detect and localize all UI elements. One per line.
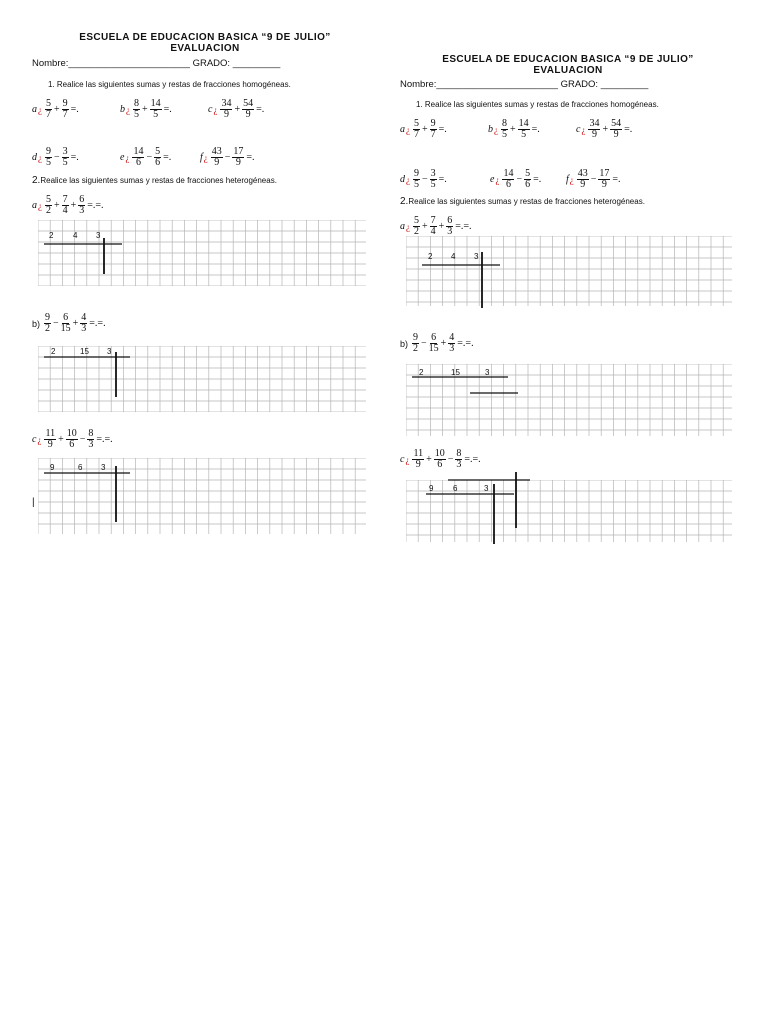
fraction bbox=[66, 429, 78, 450]
fraction bbox=[80, 313, 87, 334]
fraction bbox=[62, 147, 69, 168]
numerator: 54 bbox=[243, 98, 254, 109]
hom-row-2 bbox=[400, 169, 621, 190]
work-number: 4 bbox=[73, 231, 78, 240]
numerator: 3 bbox=[430, 168, 436, 179]
operator: − bbox=[590, 174, 597, 185]
exercise-label: f bbox=[200, 152, 203, 163]
denominator: 5 bbox=[414, 179, 419, 190]
exercise-label: c bbox=[32, 434, 37, 445]
denominator: 9 bbox=[245, 109, 251, 120]
equals: =. bbox=[612, 174, 621, 185]
equals: =.=. bbox=[455, 221, 472, 232]
operator: + bbox=[440, 338, 447, 349]
denominator: 15 bbox=[428, 343, 439, 354]
numerator: 4 bbox=[449, 332, 455, 343]
denominator: 5 bbox=[62, 157, 68, 168]
denominator: 9 bbox=[235, 157, 241, 168]
operator: + bbox=[422, 124, 428, 135]
numerator: 8 bbox=[502, 118, 507, 129]
exercise-label: b) bbox=[400, 338, 409, 349]
fraction bbox=[133, 99, 140, 120]
inverted-question-mark: ¿ bbox=[406, 221, 410, 232]
het-a bbox=[400, 216, 472, 237]
exercise-e bbox=[490, 169, 566, 190]
work-number: 3 bbox=[101, 463, 106, 472]
operator: − bbox=[447, 454, 454, 465]
equals: =. bbox=[438, 174, 447, 185]
numerator: 43 bbox=[211, 146, 222, 157]
denominator: 4 bbox=[430, 226, 436, 237]
division-lines bbox=[40, 350, 135, 400]
exercise-label: b bbox=[120, 104, 125, 115]
hom-row-2 bbox=[32, 147, 255, 168]
numerator: 34 bbox=[221, 98, 232, 109]
denominator: 15 bbox=[60, 323, 71, 334]
exercise-d bbox=[400, 169, 490, 190]
evaluation-title: EVALUACION bbox=[533, 65, 603, 76]
fraction bbox=[598, 169, 610, 190]
equals: =.=. bbox=[87, 200, 104, 211]
equals: =. bbox=[624, 124, 633, 135]
operator: + bbox=[510, 124, 516, 135]
operator: + bbox=[422, 221, 428, 232]
work-number: 2 bbox=[49, 231, 54, 240]
operator: − bbox=[422, 174, 428, 185]
het-c bbox=[400, 449, 481, 470]
exercise-c bbox=[576, 119, 632, 140]
denominator: 2 bbox=[413, 343, 419, 354]
operator: + bbox=[58, 434, 64, 445]
het-exercise-c bbox=[400, 449, 481, 470]
fraction bbox=[610, 119, 622, 140]
numerator: 6 bbox=[79, 194, 85, 205]
fraction bbox=[211, 147, 223, 168]
denominator: 9 bbox=[223, 109, 229, 120]
exercise-label: c bbox=[208, 104, 213, 115]
numerator: 6 bbox=[63, 312, 69, 323]
division-lines bbox=[40, 230, 130, 280]
equals: =. bbox=[533, 174, 542, 185]
fraction bbox=[78, 195, 85, 216]
exercise-label: b) bbox=[32, 318, 41, 329]
fraction bbox=[220, 99, 232, 120]
operator: + bbox=[70, 200, 77, 211]
denominator: 4 bbox=[62, 205, 68, 216]
denominator: 5 bbox=[521, 129, 527, 140]
work-number: 3 bbox=[96, 231, 101, 240]
denominator: 3 bbox=[449, 343, 455, 354]
question-2-number: 2. bbox=[400, 196, 409, 207]
exercise-label: b bbox=[488, 124, 493, 135]
fraction bbox=[412, 333, 419, 354]
work-number: 3 bbox=[485, 368, 490, 377]
operator: − bbox=[421, 338, 427, 349]
fraction bbox=[413, 119, 420, 140]
work-number: 9 bbox=[50, 463, 55, 472]
operator: − bbox=[224, 152, 231, 163]
fraction bbox=[132, 147, 144, 168]
operator: + bbox=[426, 454, 432, 465]
inverted-question-mark: ¿ bbox=[126, 104, 130, 115]
equals: =.=. bbox=[457, 338, 474, 349]
het-a bbox=[32, 195, 104, 216]
equals: =.=. bbox=[96, 434, 113, 445]
exercise-c bbox=[208, 99, 264, 120]
work-number: 15 bbox=[80, 347, 89, 356]
numerator: 9 bbox=[413, 332, 419, 343]
exercise-f bbox=[200, 147, 255, 168]
numerator: 5 bbox=[414, 215, 419, 226]
inverted-question-mark: ¿ bbox=[405, 454, 410, 465]
numerator: 4 bbox=[81, 312, 87, 323]
exercise-f bbox=[566, 169, 621, 190]
denominator: 5 bbox=[46, 157, 51, 168]
fraction bbox=[242, 99, 254, 120]
fraction bbox=[44, 429, 56, 450]
denominator: 3 bbox=[88, 439, 94, 450]
denominator: 5 bbox=[430, 179, 436, 190]
inverted-question-mark: ¿ bbox=[38, 104, 42, 115]
fraction bbox=[45, 195, 52, 216]
operator: + bbox=[72, 318, 79, 329]
fraction bbox=[45, 99, 52, 120]
denominator: 2 bbox=[414, 226, 419, 237]
denominator: 9 bbox=[214, 157, 220, 168]
fraction bbox=[62, 99, 69, 120]
het-b bbox=[400, 333, 474, 354]
numerator: 11 bbox=[45, 428, 56, 439]
inverted-question-mark: ¿ bbox=[38, 152, 42, 163]
denominator: 9 bbox=[580, 179, 586, 190]
denominator: 3 bbox=[81, 323, 87, 334]
name-grade-line: Nombre:_______________________ GRADO: _________ bbox=[32, 58, 281, 69]
numerator: 7 bbox=[430, 215, 436, 226]
operator: − bbox=[54, 152, 60, 163]
exercise-a bbox=[400, 119, 488, 140]
exercise-e bbox=[120, 147, 200, 168]
inverted-question-mark: ¿ bbox=[406, 174, 410, 185]
numerator: 8 bbox=[88, 428, 94, 439]
numerator: 43 bbox=[577, 168, 588, 179]
fraction bbox=[45, 147, 52, 168]
exercise-b bbox=[488, 119, 576, 140]
denominator: 6 bbox=[69, 439, 75, 450]
equals: =. bbox=[70, 104, 79, 115]
inverted-question-mark: ¿ bbox=[213, 104, 218, 115]
denominator: 7 bbox=[430, 129, 436, 140]
denominator: 5 bbox=[502, 129, 507, 140]
work-number: 3 bbox=[474, 252, 479, 261]
numerator: 11 bbox=[413, 448, 424, 459]
denominator: 6 bbox=[437, 459, 443, 470]
numerator: 10 bbox=[434, 448, 445, 459]
equals: =. bbox=[531, 124, 540, 135]
work-number: 2 bbox=[428, 252, 433, 261]
numerator: 8 bbox=[134, 98, 139, 109]
question-2 bbox=[32, 175, 277, 186]
inverted-question-mark: ¿ bbox=[203, 152, 208, 163]
numerator: 5 bbox=[525, 168, 531, 179]
equals: =. bbox=[163, 104, 172, 115]
denominator: 2 bbox=[45, 323, 51, 334]
operator: − bbox=[146, 152, 153, 163]
numerator: 5 bbox=[46, 98, 51, 109]
het-exercise-a bbox=[32, 195, 104, 216]
hom-row-1 bbox=[400, 119, 632, 140]
het-exercise-b bbox=[32, 313, 106, 334]
numerator: 8 bbox=[456, 448, 462, 459]
denominator: 5 bbox=[134, 109, 139, 120]
work-number: 6 bbox=[78, 463, 83, 472]
exercise-label: d bbox=[32, 152, 37, 163]
denominator: 9 bbox=[47, 439, 53, 450]
stray-mark: | bbox=[32, 497, 35, 508]
operator: + bbox=[438, 221, 445, 232]
denominator: 7 bbox=[62, 109, 68, 120]
fraction bbox=[577, 169, 589, 190]
numerator: 34 bbox=[589, 118, 600, 129]
exercise-label: c bbox=[576, 124, 581, 135]
numerator: 9 bbox=[414, 168, 419, 179]
denominator: 7 bbox=[46, 109, 51, 120]
numerator: 14 bbox=[133, 146, 144, 157]
name-grade-line: Nombre:_______________________ GRADO: _________ bbox=[400, 79, 649, 90]
numerator: 9 bbox=[62, 98, 68, 109]
equals: =. bbox=[438, 124, 447, 135]
exercise-label: a bbox=[32, 200, 37, 211]
exercise-label: e bbox=[490, 174, 495, 185]
exercise-label: e bbox=[120, 152, 125, 163]
fraction bbox=[232, 147, 244, 168]
evaluation-title: EVALUACION bbox=[170, 43, 240, 54]
inverted-question-mark: ¿ bbox=[581, 124, 586, 135]
equals: =. bbox=[256, 104, 265, 115]
question-2-number: 2. bbox=[32, 175, 41, 186]
fraction bbox=[518, 119, 530, 140]
numerator: 17 bbox=[599, 168, 610, 179]
question-2-text: Realice las siguientes sumas y restas de fracciones heterogéneas. bbox=[408, 197, 645, 206]
fraction bbox=[501, 119, 508, 140]
operator: + bbox=[234, 104, 241, 115]
numerator: 14 bbox=[518, 118, 529, 129]
fraction bbox=[448, 333, 455, 354]
school-title: ESCUELA DE EDUCACION BASICA “9 DE JULIO” bbox=[442, 54, 694, 65]
fraction bbox=[430, 216, 437, 237]
het-exercise-b bbox=[400, 333, 474, 354]
numerator: 6 bbox=[431, 332, 437, 343]
division-lines bbox=[418, 250, 508, 312]
hom-row-1 bbox=[32, 99, 264, 120]
division-lines bbox=[420, 470, 535, 545]
work-number: 4 bbox=[451, 252, 456, 261]
division-lines bbox=[40, 460, 135, 526]
denominator: 3 bbox=[447, 226, 453, 237]
inverted-question-mark: ¿ bbox=[37, 434, 42, 445]
denominator: 2 bbox=[46, 205, 51, 216]
inverted-question-mark: ¿ bbox=[125, 152, 130, 163]
denominator: 9 bbox=[591, 129, 597, 140]
numerator: 17 bbox=[233, 146, 244, 157]
numerator: 10 bbox=[66, 428, 77, 439]
denominator: 7 bbox=[414, 129, 419, 140]
operator: + bbox=[54, 200, 60, 211]
fraction bbox=[412, 449, 424, 470]
fraction bbox=[588, 119, 600, 140]
denominator: 3 bbox=[79, 205, 85, 216]
work-number: 2 bbox=[419, 368, 424, 377]
operator: + bbox=[54, 104, 60, 115]
fraction bbox=[62, 195, 69, 216]
work-number: 2 bbox=[51, 347, 56, 356]
fraction bbox=[430, 119, 437, 140]
denominator: 9 bbox=[601, 179, 607, 190]
denominator: 5 bbox=[153, 109, 159, 120]
exercise-label: a bbox=[400, 221, 405, 232]
fraction bbox=[455, 449, 462, 470]
numerator: 9 bbox=[46, 146, 51, 157]
division-lines bbox=[408, 370, 523, 400]
work-number: 15 bbox=[451, 368, 460, 377]
numerator: 5 bbox=[155, 146, 161, 157]
fraction bbox=[413, 216, 420, 237]
het-exercise-c bbox=[32, 429, 113, 450]
exercise-b bbox=[120, 99, 208, 120]
equals: =.=. bbox=[89, 318, 106, 329]
work-number: 3 bbox=[107, 347, 112, 356]
exercise-d bbox=[32, 147, 120, 168]
numerator: 14 bbox=[503, 168, 514, 179]
equals: =. bbox=[246, 152, 255, 163]
operator: − bbox=[516, 174, 523, 185]
worksheet-left bbox=[30, 32, 380, 54]
work-number: 3 bbox=[484, 484, 489, 493]
numerator: 5 bbox=[414, 118, 419, 129]
operator: − bbox=[53, 318, 59, 329]
operator: − bbox=[79, 434, 86, 445]
inverted-question-mark: ¿ bbox=[495, 174, 500, 185]
equals: =.=. bbox=[464, 454, 481, 465]
denominator: 9 bbox=[415, 459, 421, 470]
denominator: 6 bbox=[525, 179, 531, 190]
fraction bbox=[430, 169, 437, 190]
denominator: 6 bbox=[155, 157, 161, 168]
fraction bbox=[44, 313, 51, 334]
operator: + bbox=[602, 124, 609, 135]
school-title: ESCUELA DE EDUCACION BASICA “9 DE JULIO” bbox=[79, 32, 331, 43]
fraction bbox=[61, 313, 71, 334]
fraction bbox=[87, 429, 94, 450]
fraction bbox=[429, 333, 439, 354]
het-b bbox=[32, 313, 106, 334]
exercise-label: d bbox=[400, 174, 405, 185]
inverted-question-mark: ¿ bbox=[406, 124, 410, 135]
equals: =. bbox=[70, 152, 79, 163]
fraction bbox=[150, 99, 162, 120]
question-2-text: Realice las siguientes sumas y restas de fracciones heterogéneas. bbox=[40, 176, 277, 185]
denominator: 6 bbox=[505, 179, 511, 190]
fraction bbox=[413, 169, 420, 190]
numerator: 7 bbox=[62, 194, 68, 205]
numerator: 6 bbox=[447, 215, 453, 226]
exercise-a bbox=[32, 99, 120, 120]
question-1: 1. Realice las siguientes sumas y restas de fracciones homogéneas. bbox=[416, 100, 659, 109]
equals: =. bbox=[163, 152, 172, 163]
work-number: 6 bbox=[453, 484, 458, 493]
numerator: 54 bbox=[611, 118, 622, 129]
numerator: 5 bbox=[46, 194, 51, 205]
fraction bbox=[434, 449, 446, 470]
exercise-label: a bbox=[400, 124, 405, 135]
numerator: 3 bbox=[62, 146, 68, 157]
fraction bbox=[154, 147, 161, 168]
exercise-label: c bbox=[400, 454, 405, 465]
exercise-label: f bbox=[566, 174, 569, 185]
inverted-question-mark: ¿ bbox=[569, 174, 574, 185]
denominator: 3 bbox=[456, 459, 462, 470]
work-number: 9 bbox=[429, 484, 434, 493]
operator: + bbox=[142, 104, 148, 115]
het-exercise-a bbox=[400, 216, 472, 237]
denominator: 6 bbox=[135, 157, 141, 168]
numerator: 9 bbox=[430, 118, 436, 129]
numerator: 14 bbox=[150, 98, 161, 109]
inverted-question-mark: ¿ bbox=[494, 124, 498, 135]
fraction bbox=[524, 169, 531, 190]
denominator: 9 bbox=[613, 129, 619, 140]
het-c bbox=[32, 429, 113, 450]
inverted-question-mark: ¿ bbox=[38, 200, 42, 211]
question-1: 1. Realice las siguientes sumas y restas de fracciones homogéneas. bbox=[48, 80, 291, 89]
question-2 bbox=[400, 196, 645, 207]
fraction bbox=[502, 169, 514, 190]
worksheet-right bbox=[393, 54, 743, 76]
numerator: 9 bbox=[45, 312, 51, 323]
exercise-label: a bbox=[32, 104, 37, 115]
fraction bbox=[446, 216, 453, 237]
